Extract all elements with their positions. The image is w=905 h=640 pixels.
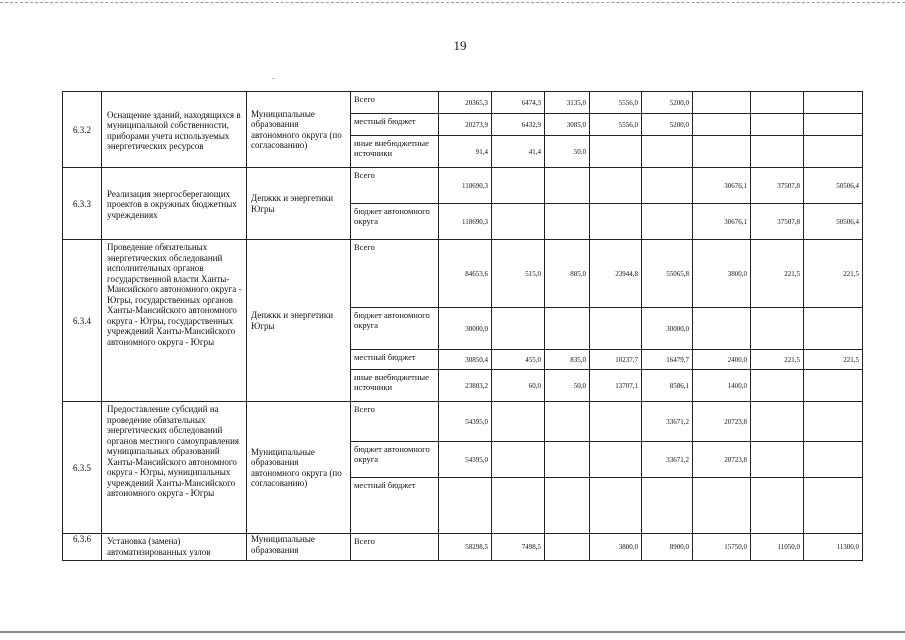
amount-cell: 55065,8 [642,240,693,308]
amount-cell [693,92,751,114]
activity-name: Предоставление субсидий на проведение обязательных энергетических обследований органов местного самоуправления муниципальных образований Ханты-Мансийского автономного округа - Югры, муниципальных учреждений Ханты-Мансийского автономного округа - Югры [102,402,247,534]
funding-source: бюджет автономного округа [351,204,439,240]
amount-cell: 20273,9 [439,114,492,136]
amount-cell [804,478,863,534]
amount-cell: 2400,0 [693,350,751,370]
funding-source: иные внебюджетные источники [351,370,439,402]
item-code: 6.3.5 [63,402,102,534]
amount-cell: 41,4 [492,136,545,168]
item-code: 6.3.4 [63,240,102,402]
amount-cell [545,534,590,561]
funding-source: Всего [351,92,439,114]
amount-cell [545,478,590,534]
amount-cell [492,204,545,240]
item-code: 6.3.2 [63,92,102,168]
amount-cell: 30676,1 [693,168,751,204]
amount-cell: 20723,8 [693,402,751,442]
amount-cell: 23803,2 [439,370,492,402]
amount-cell [693,136,751,168]
amount-cell [751,478,804,534]
funding-source: Всего [351,240,439,308]
amount-cell: 16479,7 [642,350,693,370]
amount-cell: 50506,4 [804,168,863,204]
amount-cell [751,136,804,168]
amount-cell: 3800,0 [693,240,751,308]
amount-cell [590,308,642,350]
amount-cell [439,478,492,534]
program-table [62,91,863,561]
amount-cell: 37507,8 [751,204,804,240]
amount-cell [751,402,804,442]
amount-cell [590,204,642,240]
amount-cell: 58298,5 [439,534,492,561]
amount-cell [751,114,804,136]
amount-cell: 10237,7 [590,350,642,370]
amount-cell: 5556,0 [590,114,642,136]
amount-cell [492,442,545,478]
amount-cell: 60,0 [492,370,545,402]
amount-cell: 20365,3 [439,92,492,114]
table-row [63,534,863,561]
amount-cell [545,442,590,478]
amount-cell: 91,4 [439,136,492,168]
activity-name: Оснащение зданий, находящихся в муниципальной собственности, приборами учета используемых энергетических ресурсов [102,92,247,168]
table-row [63,92,863,114]
amount-cell [590,168,642,204]
amount-cell: 33671,2 [642,442,693,478]
amount-cell: 8900,0 [642,534,693,561]
amount-cell: 6432,9 [492,114,545,136]
table-row [63,240,863,308]
amount-cell [642,478,693,534]
funding-source: Всего [351,534,439,561]
amount-cell [590,136,642,168]
amount-cell [804,136,863,168]
amount-cell: 11050,0 [751,534,804,561]
amount-cell: 3135,0 [545,92,590,114]
amount-cell [751,370,804,402]
amount-cell [751,442,804,478]
funding-source: бюджет автономного округа [351,308,439,350]
item-code: 6.3.6 [63,534,102,561]
amount-cell: 3800,0 [590,534,642,561]
amount-cell [545,204,590,240]
amount-cell [492,308,545,350]
amount-cell [590,442,642,478]
amount-cell: 54395,0 [439,402,492,442]
amount-cell [492,168,545,204]
activity-name: Установка (замена) автоматизированных узлов [102,534,247,561]
amount-cell: 84653,6 [439,240,492,308]
executor: Депжкк и энергетики Югры [247,240,351,402]
funding-source: местный бюджет [351,114,439,136]
activity-name: Проведение обязательных энергетических обследований исполнительных органов государственной власти Ханты-Мансийского автономного округа - Югры, государственных органов Ханты-Мансийского автономного округа - Югры, государственных учреждений Ханты-Мансийского автономного округа - Югры [102,240,247,402]
amount-cell [642,204,693,240]
amount-cell [804,370,863,402]
amount-cell: 30676,1 [693,204,751,240]
amount-cell: 221,5 [751,350,804,370]
table-row [63,168,863,204]
bottom-scan-edge [0,631,905,633]
amount-cell: 50506,4 [804,204,863,240]
funding-source: местный бюджет [351,478,439,534]
amount-cell [590,478,642,534]
amount-cell: 6474,3 [492,92,545,114]
amount-cell: 23944,8 [590,240,642,308]
table-row [63,402,863,442]
amount-cell: 5200,0 [642,92,693,114]
amount-cell [545,168,590,204]
amount-cell [804,114,863,136]
item-code: 6.3.3 [63,168,102,240]
amount-cell: 5556,0 [590,92,642,114]
scan-speck [272,78,275,79]
page-number: 19 [453,38,467,53]
amount-cell: 7498,5 [492,534,545,561]
amount-cell [804,308,863,350]
amount-cell [751,92,804,114]
funding-source: местный бюджет [351,350,439,370]
funding-source: иные внебюджетные источники [351,136,439,168]
amount-cell [545,402,590,442]
amount-cell: 30850,4 [439,350,492,370]
amount-cell [492,478,545,534]
funding-source: бюджет автономного округа [351,442,439,478]
amount-cell: 118690,3 [439,168,492,204]
amount-cell [804,402,863,442]
amount-cell: 515,0 [492,240,545,308]
amount-cell [642,168,693,204]
amount-cell: 221,5 [751,240,804,308]
amount-cell: 30000,0 [439,308,492,350]
amount-cell [804,92,863,114]
amount-cell: 118690,3 [439,204,492,240]
amount-cell [693,308,751,350]
amount-cell: 11300,0 [804,534,863,561]
amount-cell [693,114,751,136]
funding-source: Всего [351,168,439,204]
top-scan-edge [0,2,905,3]
executor: Муниципальные образования автономного округа (по согласованию) [247,92,351,168]
amount-cell [492,402,545,442]
amount-cell [590,402,642,442]
amount-cell: 3085,0 [545,114,590,136]
amount-cell [693,478,751,534]
executor: Муниципальные образования автономного округа (по согласованию) [247,402,351,534]
amount-cell: 30000,0 [642,308,693,350]
amount-cell: 5200,0 [642,114,693,136]
amount-cell [751,308,804,350]
amount-cell: 13707,1 [590,370,642,402]
amount-cell: 37507,8 [751,168,804,204]
amount-cell: 221,5 [804,240,863,308]
amount-cell: 885,0 [545,240,590,308]
amount-cell [545,308,590,350]
activity-name: Реализация энергосберегающих проектов в окружных бюджетных учреждениях [102,168,247,240]
amount-cell [642,136,693,168]
amount-cell: 8586,1 [642,370,693,402]
executor: Депжкк и энергетики Югры [247,168,351,240]
executor: Муниципальные образования [247,534,351,561]
amount-cell: 1400,0 [693,370,751,402]
amount-cell: 221,5 [804,350,863,370]
amount-cell: 455,0 [492,350,545,370]
funding-source: Всего [351,402,439,442]
amount-cell: 50,0 [545,370,590,402]
amount-cell: 50,0 [545,136,590,168]
amount-cell: 835,0 [545,350,590,370]
amount-cell: 33671,2 [642,402,693,442]
amount-cell: 20723,8 [693,442,751,478]
amount-cell: 15750,0 [693,534,751,561]
amount-cell [804,442,863,478]
amount-cell: 54395,0 [439,442,492,478]
